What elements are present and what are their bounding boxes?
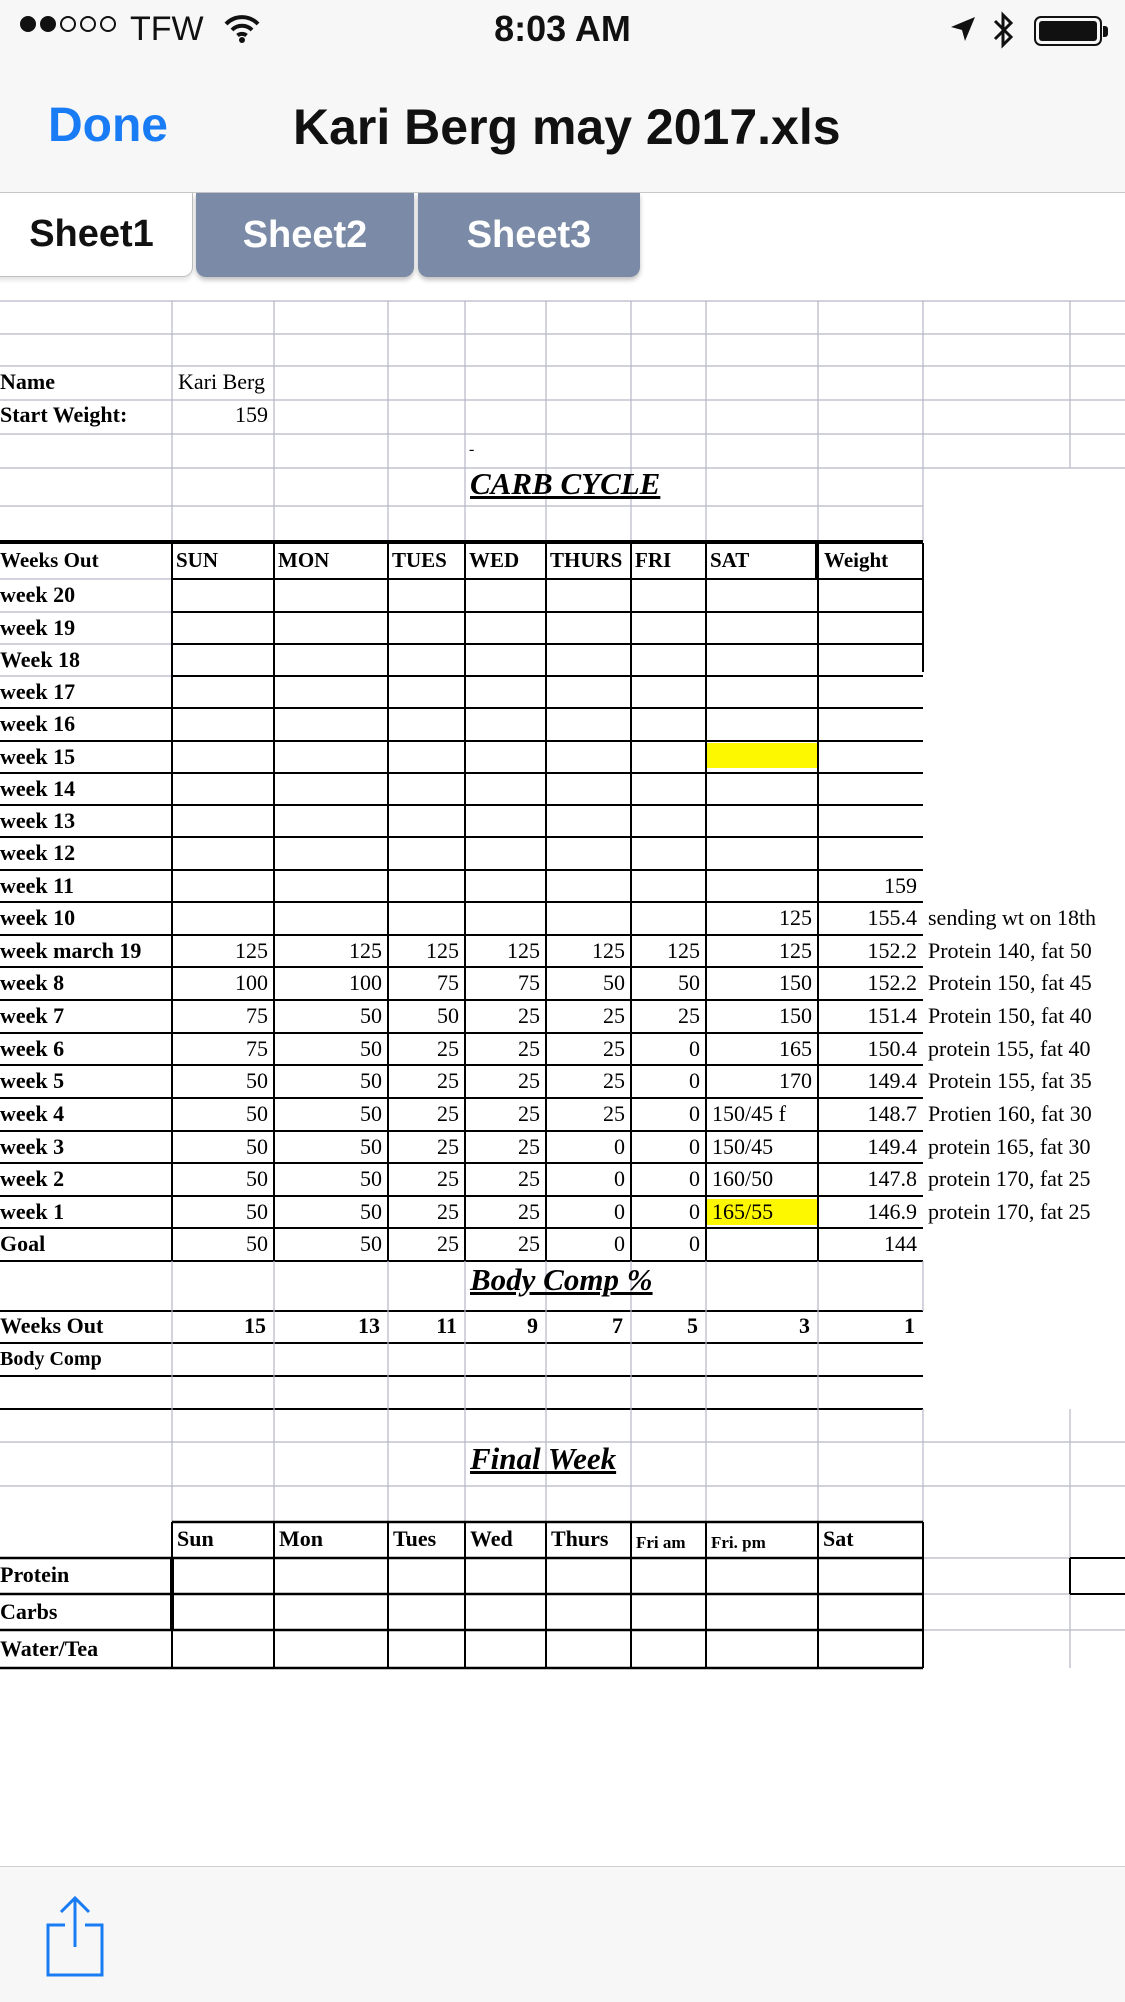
carb-cell: 149.4	[867, 1134, 917, 1159]
carb-row-week-label: week 3	[0, 1134, 65, 1159]
carb-header-6: FRI	[635, 548, 672, 572]
carb-cell: 50	[246, 1134, 268, 1159]
spreadsheet-grid[interactable]	[0, 296, 1125, 1706]
carb-row-week-label: Goal	[0, 1231, 46, 1256]
carb-header-0: Weeks Out	[0, 548, 99, 572]
carb-cell: 25	[437, 1134, 459, 1159]
carb-cell: 0	[614, 1134, 625, 1159]
carb-cell: 0	[689, 1166, 700, 1191]
final-week-row-label: Water/Tea	[0, 1636, 99, 1661]
carb-row-week-label: week march 19	[0, 938, 142, 963]
name-value: Kari Berg	[178, 369, 265, 394]
carb-row-week-label: week 4	[0, 1101, 65, 1126]
carb-row-note: Protien 160, fat 30	[928, 1101, 1092, 1126]
carb-cell: 50	[360, 1101, 382, 1126]
carb-cell: 50	[603, 970, 625, 995]
carb-row-note: Protein 140, fat 50	[928, 938, 1092, 963]
grid-lines	[0, 296, 1125, 1706]
carb-cell: 50	[246, 1199, 268, 1224]
carb-row-week-label: week 14	[0, 776, 76, 801]
bottom-toolbar	[0, 1866, 1125, 2002]
tab-sheet2[interactable]: Sheet2	[196, 193, 414, 277]
carb-cell: 50	[437, 1003, 459, 1028]
carb-cell: 25	[518, 1166, 540, 1191]
carb-cell: 75	[246, 1036, 268, 1061]
carb-cell: 25	[603, 1068, 625, 1093]
body-comp-weeks-out-label: Weeks Out	[0, 1313, 104, 1338]
carb-cell: 50	[246, 1231, 268, 1256]
carb-cell: 25	[437, 1199, 459, 1224]
carb-cell: 152.2	[867, 970, 917, 995]
carb-cell: 125	[779, 905, 812, 930]
carb-cell: 25	[437, 1231, 459, 1256]
carb-row-note: Protein 155, fat 35	[928, 1068, 1092, 1093]
tab-sheet3[interactable]: Sheet3	[418, 193, 640, 277]
body-comp-weeks-out-value: 3	[799, 1313, 810, 1338]
carb-row-week-label: week 13	[0, 808, 76, 833]
carb-row-week-label: week 6	[0, 1036, 65, 1061]
carb-cell: 0	[614, 1166, 625, 1191]
carb-cell: 147.8	[867, 1166, 917, 1191]
carb-cell: 50	[246, 1101, 268, 1126]
carb-cell: 25	[437, 1036, 459, 1061]
carb-cell: 50	[360, 1166, 382, 1191]
carb-cell: 100	[235, 970, 268, 995]
final-week-header-4: Thurs	[551, 1526, 609, 1551]
carb-cell: 151.4	[867, 1003, 917, 1028]
carb-cell: 0	[614, 1199, 625, 1224]
carb-cell: 125	[507, 938, 540, 963]
carb-row-note: protein 170, fat 25	[928, 1166, 1091, 1191]
carb-row-week-label: week 12	[0, 840, 76, 865]
status-time: 8:03 AM	[494, 8, 631, 49]
final-week-title: Final Week	[470, 1441, 617, 1476]
share-icon[interactable]	[44, 1895, 106, 1984]
carb-cell: 25	[603, 1101, 625, 1126]
carb-cell: 0	[689, 1036, 700, 1061]
name-label: Name	[0, 369, 55, 394]
carb-cell: 50	[360, 1134, 382, 1159]
carb-row-week-label: Week 18	[0, 647, 81, 672]
carb-row-week-label: week 20	[0, 582, 76, 607]
carb-cell: 25	[518, 1003, 540, 1028]
body-comp-weeks-out-value: 11	[436, 1313, 457, 1338]
status-bar	[0, 0, 1125, 62]
carb-cell: 25	[518, 1101, 540, 1126]
carb-cell: 25	[518, 1199, 540, 1224]
start-weight-label: Start Weight:	[0, 402, 128, 427]
final-week-row-label: Carbs	[0, 1599, 58, 1624]
carb-cell: 150	[779, 1003, 812, 1028]
carb-row-note: protein 165, fat 30	[928, 1134, 1091, 1159]
carb-cell: 125	[667, 938, 700, 963]
body-comp-title: Body Comp %	[470, 1262, 653, 1297]
carb-cell: 160/50	[712, 1166, 774, 1191]
carb-cell: 50	[360, 1003, 382, 1028]
carb-header-5: THURS	[550, 548, 623, 572]
carb-cell: 0	[614, 1231, 625, 1256]
carb-cell: 25	[603, 1003, 625, 1028]
carb-cell: 146.9	[867, 1199, 917, 1224]
carb-cell: 50	[360, 1231, 382, 1256]
carb-row-note: protein 170, fat 25	[928, 1199, 1091, 1224]
document-title: Kari Berg may 2017.xls	[293, 99, 841, 155]
carb-header-4: WED	[469, 548, 520, 572]
carb-cell: 149.4	[867, 1068, 917, 1093]
carb-cell: 150	[779, 970, 812, 995]
carrier-name: TFW	[130, 10, 204, 48]
carb-header-1: SUN	[176, 548, 219, 572]
body-comp-weeks-out-value: 15	[244, 1313, 266, 1338]
body-comp-weeks-out-value: 9	[527, 1313, 538, 1338]
carb-row-week-label: week 1	[0, 1199, 65, 1224]
carb-cell: 150/45 f	[712, 1101, 786, 1126]
carb-cell: 165/55	[712, 1199, 774, 1224]
carb-cell: 75	[246, 1003, 268, 1028]
carb-row-week-label: week 16	[0, 711, 76, 736]
carb-cell: 150/45	[712, 1134, 774, 1159]
body-comp-weeks-out-value: 7	[612, 1313, 623, 1338]
bluetooth-icon	[990, 10, 1016, 55]
carb-cell: 0	[689, 1068, 700, 1093]
carb-row-week-label: week 17	[0, 679, 76, 704]
carb-cell: 159	[884, 873, 917, 898]
stray-mark: -	[469, 441, 475, 458]
navigation-bar	[0, 62, 1125, 193]
carb-cell: 125	[349, 938, 382, 963]
carb-header-3: TUES	[392, 548, 447, 572]
battery-icon	[1034, 16, 1102, 46]
carb-cell: 148.7	[867, 1101, 917, 1126]
highlight-cell-week15-sat	[707, 743, 817, 768]
carb-cell: 152.2	[867, 938, 917, 963]
carb-cell: 25	[678, 1003, 700, 1028]
start-weight-value: 159	[235, 402, 268, 427]
final-week-header-1: Mon	[279, 1526, 323, 1551]
carb-cell: 25	[518, 1068, 540, 1093]
carb-cell: 75	[437, 970, 459, 995]
carb-row-week-label: week 10	[0, 905, 76, 930]
carb-cell: 155.4	[867, 905, 917, 930]
carb-cell: 50	[360, 1036, 382, 1061]
body-comp-weeks-out-value: 1	[904, 1313, 915, 1338]
carb-row-note: Protein 150, fat 40	[928, 1003, 1092, 1028]
carb-row-week-label: week 2	[0, 1166, 65, 1191]
carb-cell: 125	[426, 938, 459, 963]
carb-cell: 125	[779, 938, 812, 963]
carb-cell: 0	[689, 1199, 700, 1224]
final-week-row-label: Protein	[0, 1562, 70, 1587]
carb-row-note: protein 155, fat 40	[928, 1036, 1091, 1061]
carb-cell: 50	[678, 970, 700, 995]
carb-cell: 25	[603, 1036, 625, 1061]
carb-header-7: SAT	[710, 548, 750, 572]
carb-row-week-label: week 5	[0, 1068, 65, 1093]
carb-cell: 50	[360, 1068, 382, 1093]
carb-cell: 144	[884, 1231, 917, 1256]
carb-cell: 125	[592, 938, 625, 963]
carb-cell: 170	[779, 1068, 812, 1093]
carb-row-week-label: week 8	[0, 970, 65, 995]
final-week-header-5: Fri am	[636, 1533, 686, 1552]
carb-cell: 165	[779, 1036, 812, 1061]
carb-cell: 0	[689, 1134, 700, 1159]
carb-header-2: MON	[278, 548, 330, 572]
carb-cell: 25	[437, 1068, 459, 1093]
carb-row-week-label: week 15	[0, 744, 76, 769]
tab-sheet1[interactable]: Sheet1	[0, 193, 193, 277]
carb-row-week-label: week 11	[0, 873, 74, 898]
carb-row-note: sending wt on 18th	[928, 905, 1097, 930]
final-week-header-7: Sat	[823, 1526, 854, 1551]
carb-cell: 25	[518, 1036, 540, 1061]
body-comp-weeks-out-value: 5	[687, 1313, 698, 1338]
carb-cell: 25	[518, 1231, 540, 1256]
final-week-header-6: Fri. pm	[711, 1533, 766, 1552]
carb-row-note: Protein 150, fat 45	[928, 970, 1092, 995]
carb-cell: 50	[360, 1199, 382, 1224]
carb-cell: 0	[689, 1231, 700, 1256]
carb-row-week-label: week 19	[0, 615, 76, 640]
carb-cell: 150.4	[867, 1036, 917, 1061]
carb-cell: 100	[349, 970, 382, 995]
final-week-header-3: Wed	[470, 1526, 513, 1551]
carb-cell: 50	[246, 1068, 268, 1093]
carb-cell: 0	[689, 1101, 700, 1126]
body-comp-label: Body Comp	[0, 1348, 102, 1370]
carb-row-week-label: week 7	[0, 1003, 65, 1028]
carb-cell: 75	[518, 970, 540, 995]
done-button[interactable]: Done	[48, 99, 168, 152]
location-arrow-icon	[948, 14, 978, 49]
final-week-header-2: Tues	[393, 1526, 437, 1551]
body-comp-weeks-out-value: 13	[358, 1313, 380, 1338]
carb-cell: 125	[235, 938, 268, 963]
carb-cell: 25	[437, 1101, 459, 1126]
final-week-header-0: Sun	[177, 1526, 214, 1551]
carb-cell: 25	[437, 1166, 459, 1191]
carb-cell: 25	[518, 1134, 540, 1159]
carb-header-8: Weight	[824, 548, 889, 572]
carb-cell: 50	[246, 1166, 268, 1191]
carb-cycle-title: CARB CYCLE	[470, 466, 661, 501]
